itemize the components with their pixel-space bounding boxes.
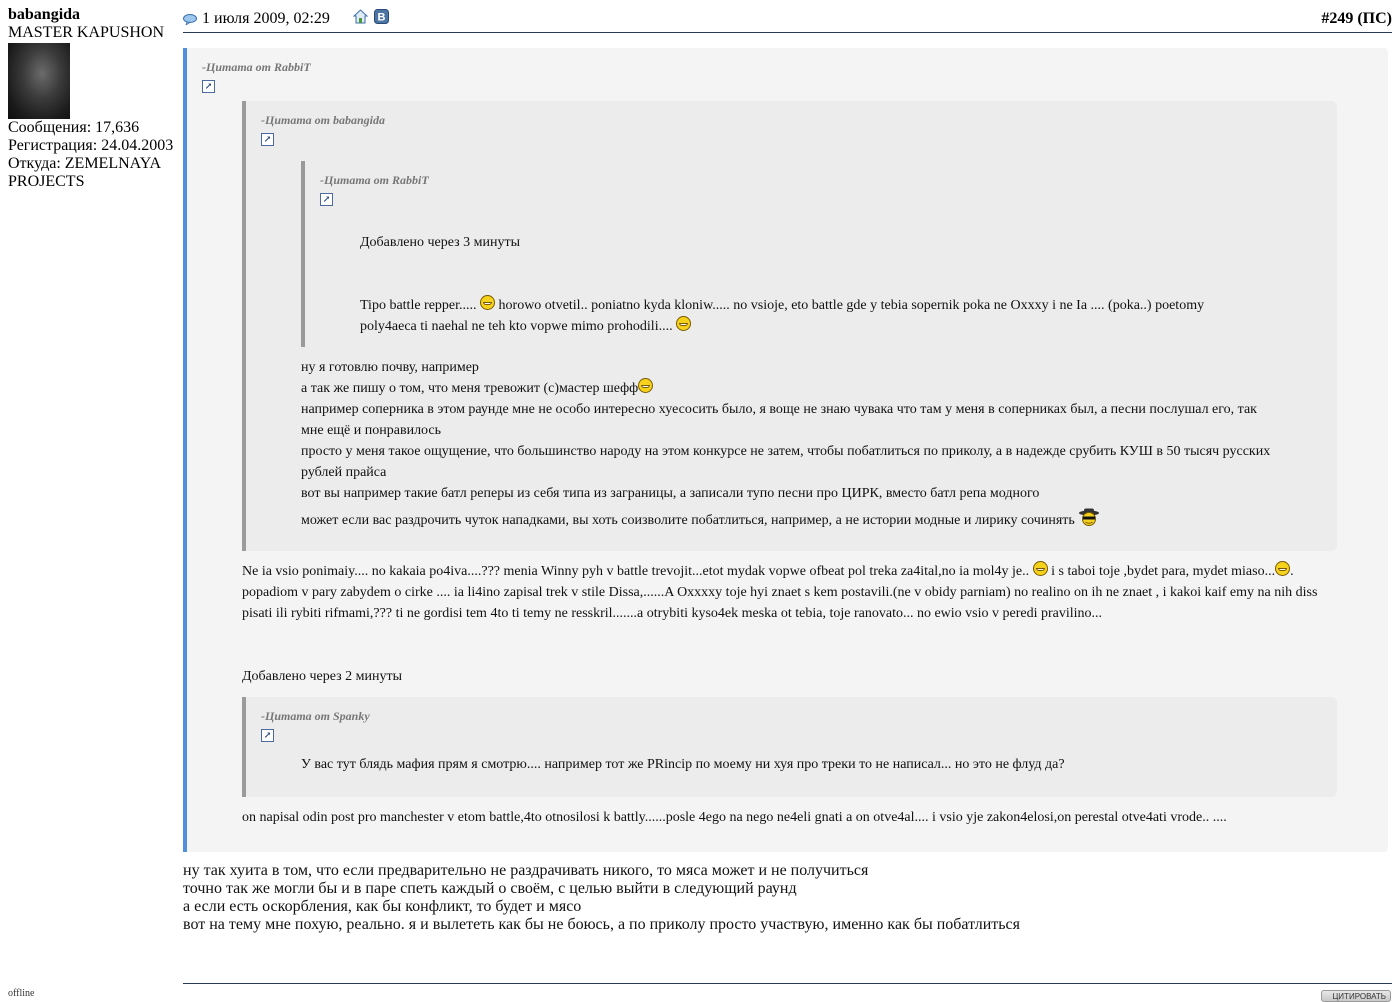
- forum-post: [183, 0, 1392, 934]
- post-date-container: [183, 10, 330, 28]
- quote-body: [360, 232, 1281, 337]
- post-footer: [183, 983, 1392, 1001]
- vkontakte-icon[interactable]: [374, 9, 389, 24]
- user-location-line1: Откуда: ZEMELNAYA: [8, 155, 162, 172]
- quote-source-link-icon[interactable]: ↗: [261, 133, 274, 146]
- quote-text-line: У вас тут блядь мафия прям я смотрю.... например тот же PRincip по моему ни хуя про треки то не написал... но это не флуд да?: [301, 757, 1065, 772]
- username[interactable]: babangida: [8, 6, 81, 23]
- added-later-note: Добавлено через 2 минуты: [242, 669, 403, 684]
- avatar[interactable]: [8, 43, 70, 119]
- quote-button[interactable]: ЦИТИРОВАТЬ: [1321, 990, 1391, 1002]
- quote-text-line: мне ещё и понравилось: [301, 423, 441, 438]
- quote-text-line: может если вас раздрочить чуток нападками, вы хоть соизволите побатлиться, например, а не истории модные и лирику сочинять: [301, 508, 1337, 531]
- quote-author: -Цитата от RabbiT: [202, 60, 311, 74]
- quote-text-line: ну я готовлю почву, например: [301, 360, 479, 375]
- post-body: [183, 862, 1392, 934]
- quote-source-link-icon[interactable]: ↗: [202, 80, 215, 93]
- quote-body: [242, 561, 1342, 687]
- quote-text-line: poly4aeca ti naehal ne teh kto vopwe mimo prohodili....: [360, 316, 1281, 337]
- user-posts-count: Сообщения: 17,636: [8, 119, 140, 136]
- quote-source-link-icon[interactable]: ↗: [261, 729, 274, 742]
- home-icon[interactable]: [353, 9, 368, 24]
- post-date: 1 июля 2009, 02:29: [202, 10, 330, 27]
- post-number[interactable]: #249 (ПС): [1321, 10, 1392, 27]
- speech-bubble-icon: [183, 14, 197, 25]
- grin-smiley-icon: [638, 378, 653, 393]
- quote-text-line: pisati ili rybiti rifmami,??? ti ne gordisi tem 4to ti temy ne resskril.......a otrybiti kyso4ek meska ot tebia, toje ranovato... no ewio vsio v peredi pravilino...: [242, 606, 1103, 621]
- quote-author: -Цитата от RabbiT: [320, 173, 429, 187]
- quote-text-line: popadiom v pary zabydem o cirke .... ia li4ino zapisal trek v stile Dissa,......A Oxxxxy toje hyi znaet s kem postavili.(ne v obidy parniam) no realino on ih ne znaet , i kakoi kaif emy na nih diss: [242, 585, 1318, 600]
- quote-text-line: просто у меня такое ощущение, что большинство народу на этом конкурсе не затем, чтобы побатлиться по приколу, а в надежде срубить КУШ в 50 тысяч русских: [301, 444, 1271, 459]
- grin-smiley-icon: [676, 316, 691, 331]
- user-title: MASTER KAPUSHON: [8, 24, 165, 41]
- quote-author: -Цитата от Spanky: [261, 709, 370, 723]
- quote-author: -Цитата от babangida: [261, 113, 386, 127]
- post-header: [183, 0, 1392, 33]
- quote-text-line: например соперника в этом раунде мне не особо интересно хуесосить было, я воще не знаю чувака что там у меня в соперниках был, а песни послушал его, так: [301, 402, 1257, 417]
- grin-smiley-icon: [480, 295, 495, 310]
- user-registration-date: Регистрация: 24.04.2003: [8, 137, 174, 154]
- quote-block-spanky: [242, 697, 1337, 797]
- post-text-line: точно так же могли бы и в паре спеть каждый о своём, с целью выйти в следующий раунд: [183, 880, 797, 897]
- user-info-panel: [8, 6, 178, 191]
- quote-text-line: Ne ia vsio ponimaiy.... no kakaia po4iva....??? menia Winny pyh v battle trevojit...etot mydak vopwe ofbeat pol treka za4ital,no ia mol4y je.. i s taboi toje ,bydet para, mydet miaso... .: [242, 561, 1342, 582]
- post-header-icons: [353, 9, 389, 24]
- grin-smiley-icon: [1033, 561, 1048, 576]
- grin-smiley-icon: [1275, 561, 1290, 576]
- svg-text:В: В: [377, 11, 386, 24]
- quote-block-rabbit: [183, 48, 1388, 852]
- quote-text-line: Tipo battle repper..... horowo otvetil.. poniatno kyda kloniw..... no vsioje, eto battle gde y tebia sopernik poka ne Oxxxy i ne Ia .... (poka..) poetomy: [360, 295, 1281, 316]
- quote-text-line: рублей прайса: [301, 465, 387, 480]
- quote-text-line: вот вы например такие батл реперы из себя типа из заграницы, а записали тупо песни про ЦИРК, вместо батл репа модного: [301, 486, 1040, 501]
- user-location-line2: PROJECTS: [8, 173, 85, 190]
- quote-block-rabbit-nested: [301, 161, 1281, 347]
- online-status: offline: [8, 988, 35, 999]
- quote-block-babangida: [242, 101, 1337, 551]
- post-text-line: а если есть оскорбления, как бы конфликт, то будет и мясо: [183, 898, 582, 915]
- added-later-note: Добавлено через 3 минуты: [360, 235, 521, 250]
- post-text-line: ну так хуита в том, что если предварительно не раздрачивать никого, то мяса может и не получиться: [183, 862, 869, 879]
- quote-body: [301, 357, 1337, 531]
- post-text-line: вот на тему мне похую, реально. я и вылететь как бы не боюсь, а по приколу просто участвую, именно как бы побатлиться: [183, 916, 1020, 933]
- quote-text-line: а так же пишу о том, что меня тревожит (с)мастер шефф: [301, 378, 1337, 399]
- quote-text-line: on napisal odin post pro manchester v etom battle,4to otnosilosi k battly......posle 4ego na nego ne4eli gnati a on otve4al.... i vsio yje zakon4elosi,on perestal otve4ati vrode.. ....: [242, 810, 1227, 825]
- quote-source-link-icon[interactable]: ↗: [320, 193, 333, 206]
- spy-smiley-icon: [1078, 508, 1100, 526]
